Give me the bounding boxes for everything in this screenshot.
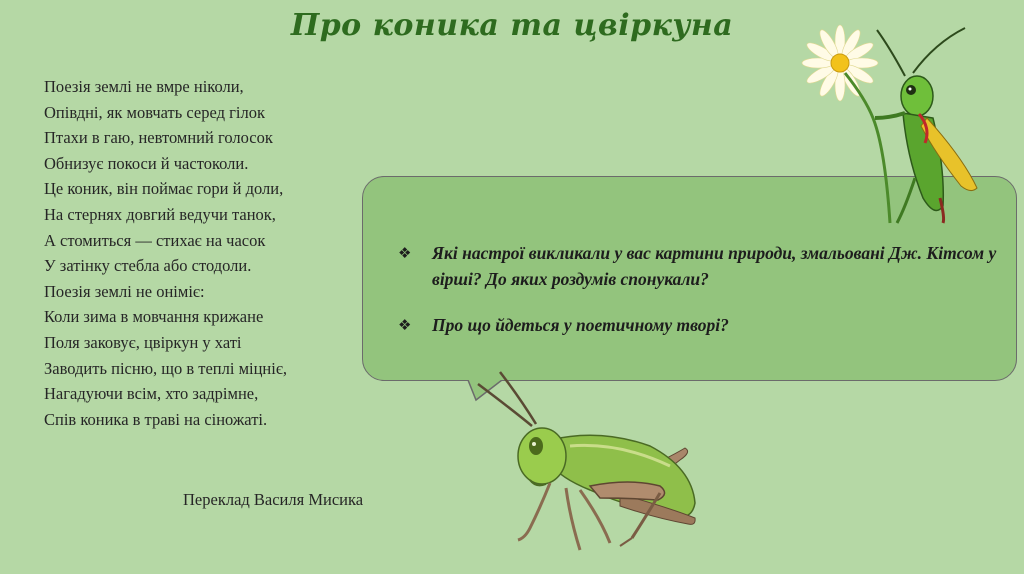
poem-text	[44, 74, 374, 432]
question-item	[398, 240, 998, 292]
poem-line: Поезія землі не оніміє:	[44, 281, 205, 301]
question-text: Про що йдеться у поетичному творі?	[432, 315, 729, 335]
poem-line: Обнизує покоси й частоколи.	[44, 153, 249, 173]
poem-line: Це коник, він поймає гори й доли,	[44, 179, 284, 199]
poem-line: Заводить пісню, що в теплі міцніє,	[44, 358, 288, 378]
question-item	[398, 312, 998, 338]
poem-line: Птахи в гаю, невтомний голосок	[44, 128, 273, 148]
poem-line: Коли зима в мовчання крижане	[44, 307, 264, 327]
diamond-bullet-icon: ❖	[398, 316, 412, 334]
poem-line: Спів коника в траві на сіножаті.	[44, 409, 268, 429]
diamond-bullet-icon: ❖	[398, 244, 412, 262]
poem-line: Нагадуючи всім, хто задрімне,	[44, 384, 259, 404]
poem-line: На стернях довгий ведучи танок,	[44, 204, 276, 224]
poem-line: А стомиться — стихає на часок	[44, 230, 266, 250]
grasshopper-image	[470, 368, 710, 558]
question-text: Які настрої викликали у вас картини природи, змальовані Дж. Кітсом у вірші? До яких роздумів спонукали?	[432, 243, 997, 289]
slide-title: Про коника та цвіркуна	[290, 8, 734, 43]
poem-line: Поезія землі не вмре ніколи,	[44, 77, 244, 96]
poem-line: У затінку стебла або стодоли.	[44, 256, 252, 276]
poem-line: Опівдні, як мовчать серед гілок	[44, 102, 265, 122]
poem-line: Поля заковує, цвіркун у хаті	[44, 332, 242, 352]
translation-credit: Переклад Василя Мисика	[183, 490, 364, 509]
grasshopper-with-daisy-image	[795, 18, 995, 228]
